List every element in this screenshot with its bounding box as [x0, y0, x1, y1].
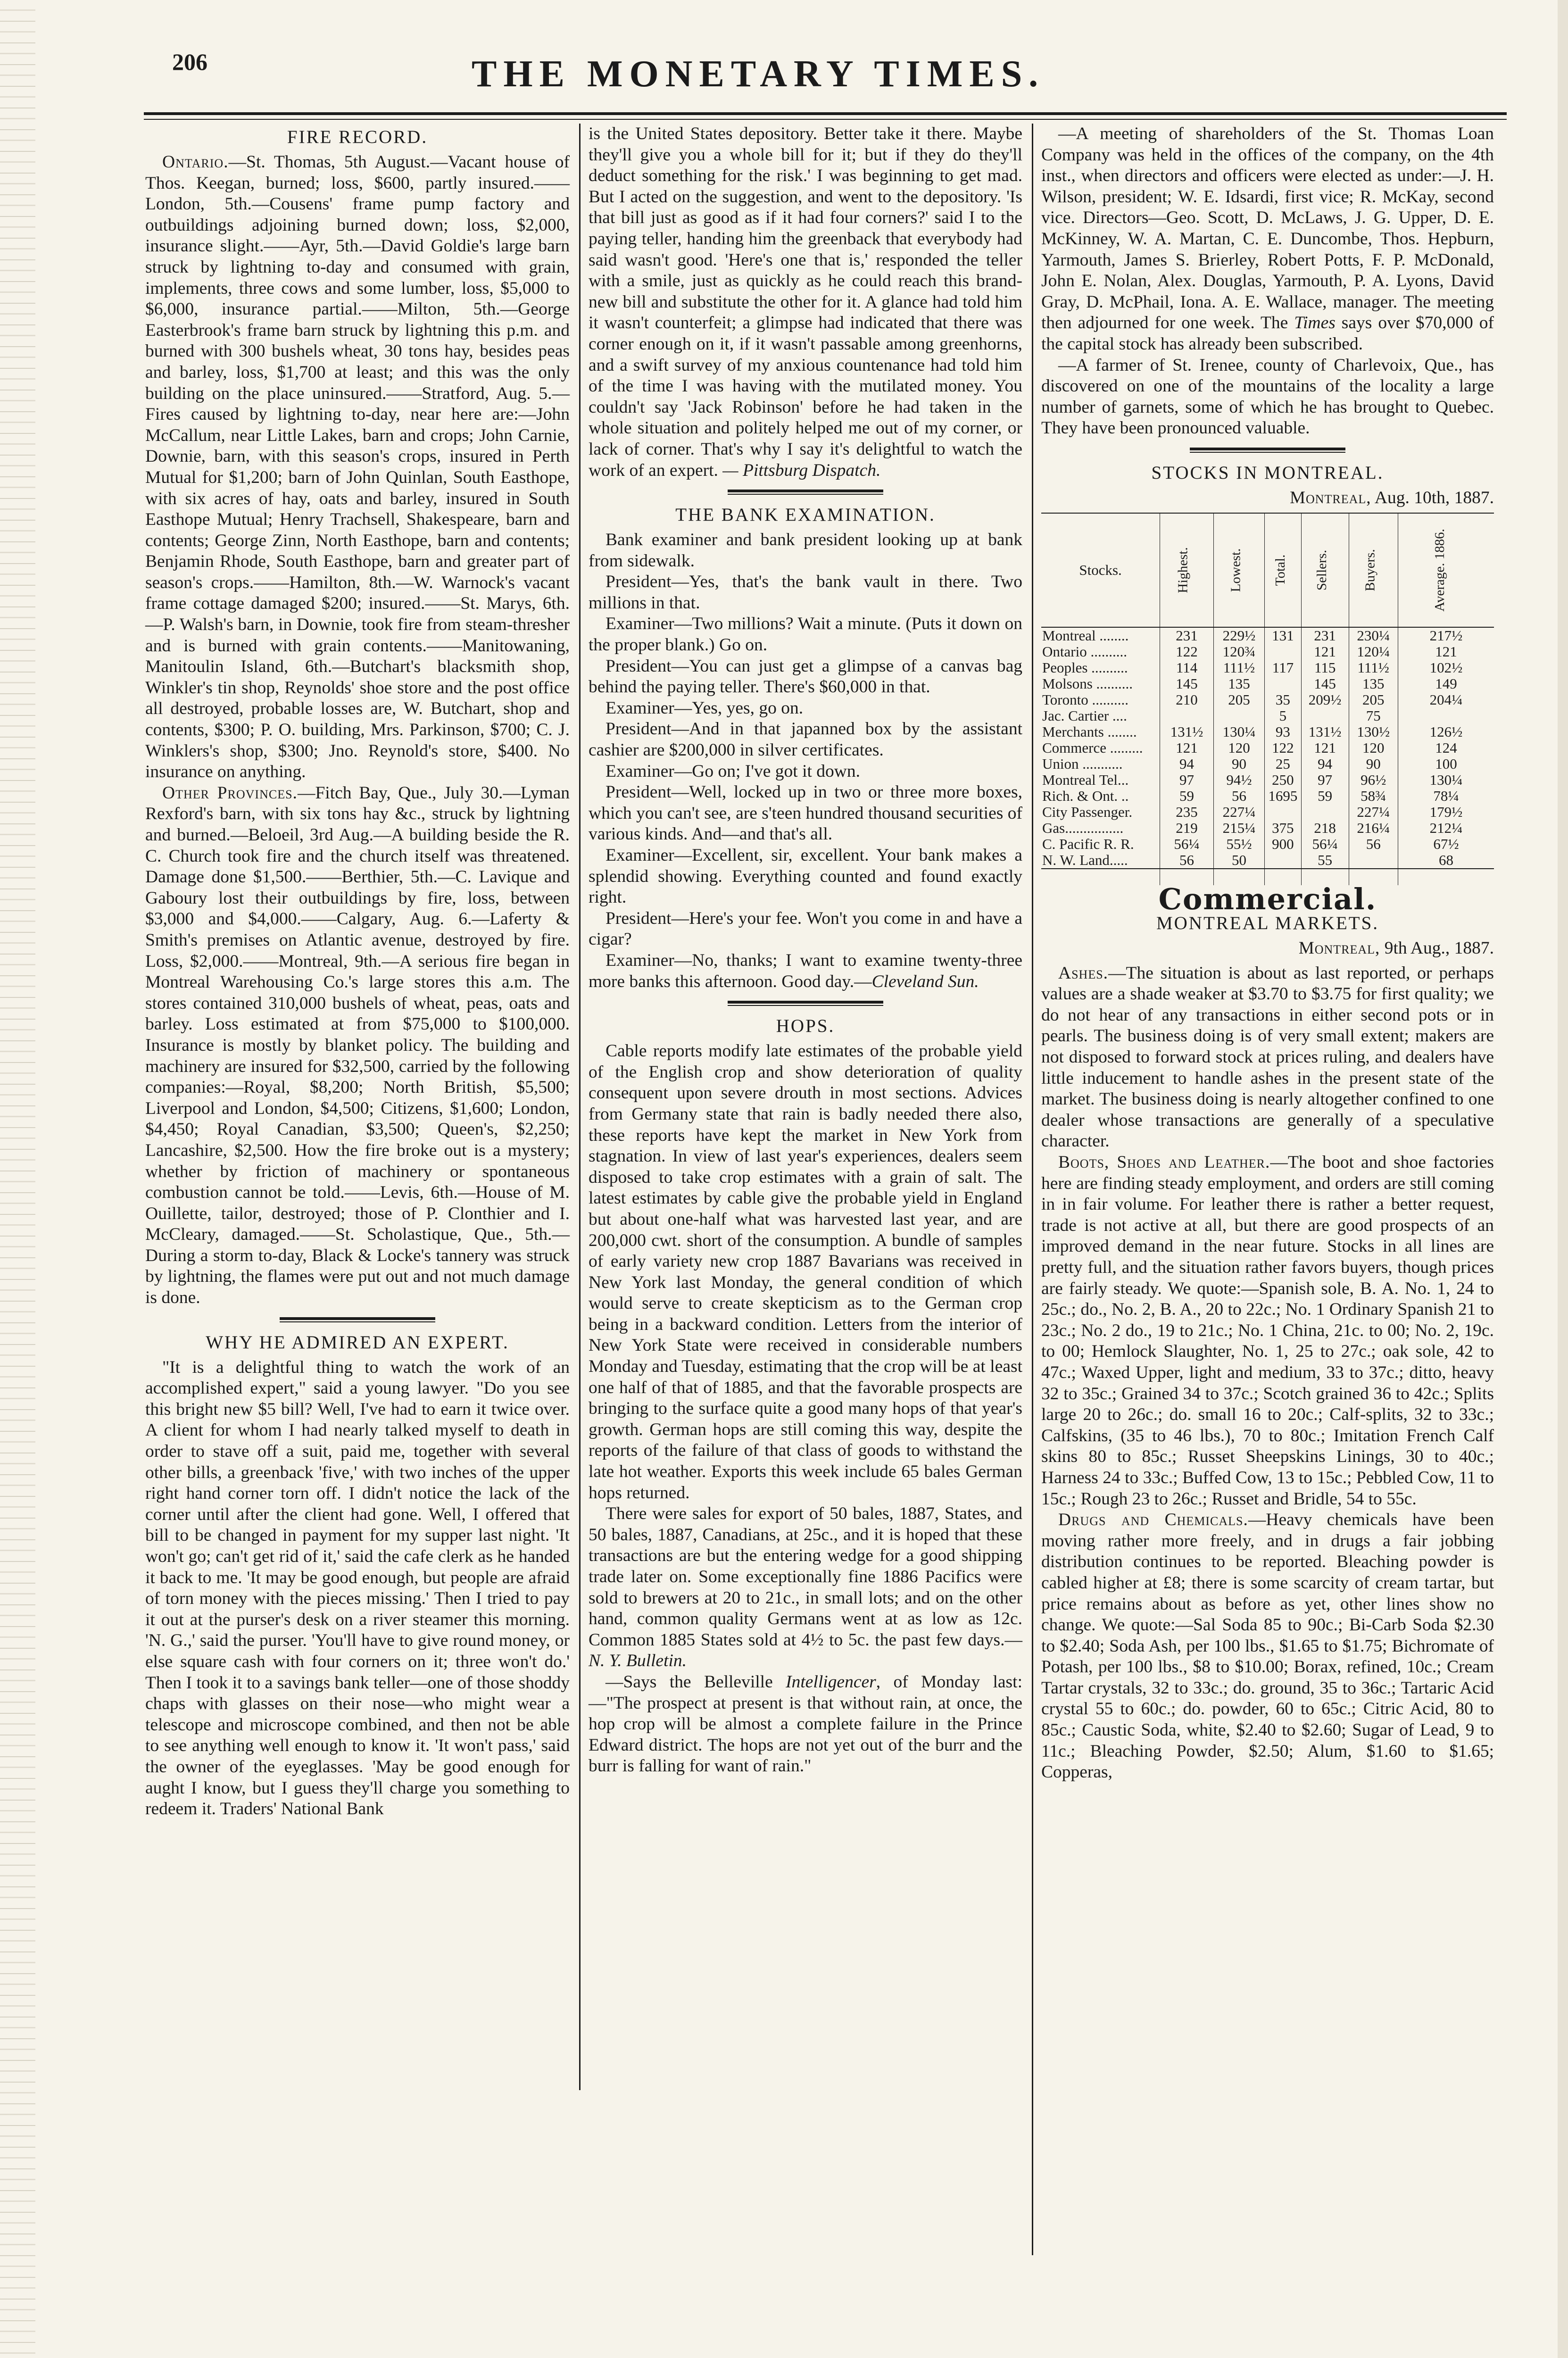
stock-value: 120 — [1349, 740, 1398, 756]
stocks-header-label: Average. 1886. — [1432, 529, 1447, 612]
drugs-report — [1041, 1510, 1494, 1783]
stock-value: 94 — [1301, 756, 1349, 772]
bank-dialogue-line: President—Yes, that's the bank vault in there. Two millions in that. — [589, 572, 1022, 613]
stock-value: 56 — [1213, 788, 1264, 804]
meeting-notice — [1041, 124, 1494, 355]
hops-heading: HOPS. — [776, 1016, 835, 1037]
stock-value: 131½ — [1160, 724, 1214, 740]
bank-dialogue-line: Examiner—Excellent, sir, excellent. Your bank makes a splendid showing. Everything counted and found exactly right. — [589, 846, 1022, 907]
bank-dialogue-line: Examiner—Two millions? Wait a minute. (Puts it down on the proper blank.) Go on. — [589, 614, 1022, 655]
stocks-row — [1041, 627, 1494, 644]
stock-value: 209½ — [1301, 692, 1349, 708]
section-divider — [1190, 448, 1345, 453]
stock-value: 218 — [1301, 820, 1349, 836]
markets-date-label: Montreal, — [1298, 938, 1380, 958]
stock-value: 55½ — [1213, 836, 1264, 852]
hops-para-2-text: There were sales for export of 50 bales, 1887, States, and 50 bales, 1887, Canadians, at 25c., and it is hoped that these transactions are but the entering wedge for a good shipping trade later on. Some exceptionally fine 1886 Pacifics were sold to brewers at 20 to 21c., in small lots; and on the other hand, common quality Germans went at as low as 12c. Common 1885 States sold at 4½ to 5c. the past few days.— — [589, 1504, 1022, 1650]
stock-value: 114 — [1160, 660, 1214, 676]
column-rule-2 — [1032, 124, 1033, 2255]
stock-value: 94 — [1160, 756, 1214, 772]
section-divider — [728, 1001, 883, 1006]
stock-value: 204¼ — [1398, 692, 1494, 708]
stocks-row — [1041, 756, 1494, 772]
stock-value — [1264, 852, 1301, 869]
stocks-row — [1041, 852, 1494, 869]
stock-value: 205 — [1213, 692, 1264, 708]
stocks-row — [1041, 708, 1494, 724]
stock-value: 115 — [1301, 660, 1349, 676]
stocks-row — [1041, 692, 1494, 708]
stocks-table — [1041, 513, 1494, 885]
stocks-row — [1041, 660, 1494, 676]
stock-value: 229½ — [1213, 627, 1264, 644]
stock-value — [1160, 708, 1214, 724]
stock-value: 90 — [1349, 756, 1398, 772]
scan-edge — [1558, 0, 1568, 2358]
ashes-label: Ashes. — [1058, 963, 1109, 983]
hops-para-2 — [589, 1503, 1022, 1672]
stock-value: 135 — [1213, 676, 1264, 692]
stock-value: 117 — [1264, 660, 1301, 676]
stock-value: 130½ — [1349, 724, 1398, 740]
stock-value: 59 — [1301, 788, 1349, 804]
stock-value: 215¼ — [1213, 820, 1264, 836]
column-3 — [1041, 124, 1494, 1783]
stock-value: 50 — [1213, 852, 1264, 869]
meeting-end: says over $70,000 of the capital stock has already been subscribed. — [1041, 313, 1494, 354]
stocks-header-cell — [1398, 513, 1494, 627]
commercial-heading: Commercial. — [1158, 881, 1377, 916]
bank-dialogue-line: President—Here's your fee. Won't you come in and have a cigar? — [589, 908, 1022, 949]
stock-name: Toronto .......... — [1042, 691, 1128, 708]
stocks-header-label: Stocks. — [1079, 561, 1122, 578]
stock-value: 122 — [1264, 740, 1301, 756]
expert-continued-text: is the United States depository. Better take it there. Maybe they'll give you a whole bill for it; but if they do they'll deduct something for the risk.' I was beginning to get mad. But I acted on the suggestion, and went to the depository. 'Is that bill just as good as if it had four corners?' said I to the paying teller, handing him the greenback that everybody had said wasn't good. 'Here's one that is,' responded the teller with a smile, just as quickly as he could reach this brand-new bill and substitute the other for it. A glance had told him it wasn't counterfeit; a glimpse had indicated that there was corner enough on it, if it wasn't passable among greenhorns, and a swift survey of my anxious countenance had told him of the time I was having with the mutilated money. You couldn't say 'Jack Robinson' before he had taken in the whole situation and politely helped me out of my corner, or lack of corner. That's why I say it's delightful to watch the work of an expert. — [589, 124, 1022, 480]
stock-value: 111½ — [1349, 660, 1398, 676]
stocks-header-cell — [1349, 513, 1398, 627]
stock-value — [1301, 804, 1349, 820]
hops-para-3-b: , of Monday last:—"The prospect at present is that without rain, at once, the hop crop will be almost a complete failure in the Prince Edward district. The hops are not yet out of the burr and the burr is falling for want of rain." — [589, 1672, 1022, 1776]
stock-value — [1264, 804, 1301, 820]
stocks-table-header — [1041, 513, 1494, 627]
stocks-date-label: Montreal, — [1290, 488, 1371, 507]
stock-value: 145 — [1301, 676, 1349, 692]
boots-label: Boots, Shoes and Leather. — [1058, 1153, 1270, 1172]
stock-value: 68 — [1398, 852, 1494, 869]
stock-value: 93 — [1264, 724, 1301, 740]
stock-value: 235 — [1160, 804, 1214, 820]
stocks-row — [1041, 820, 1494, 836]
markets-dateline — [1041, 938, 1494, 959]
hops-paper-name: Intelligencer — [786, 1672, 876, 1692]
stock-value: 100 — [1398, 756, 1494, 772]
stocks-dateline — [1041, 488, 1494, 509]
stock-value: 217½ — [1398, 627, 1494, 644]
stock-name: N. W. Land..... — [1041, 852, 1160, 869]
stocks-row — [1041, 788, 1494, 804]
bank-last-text: Examiner—No, thanks; I want to examine twenty-three more banks this afternoon. Good day.— — [589, 950, 1022, 991]
stocks-row — [1041, 740, 1494, 756]
stock-value: 219 — [1160, 820, 1214, 836]
stock-value: 59 — [1160, 788, 1214, 804]
stock-value: 121 — [1301, 644, 1349, 660]
stock-value — [1301, 708, 1349, 724]
stock-value: 111½ — [1213, 660, 1264, 676]
stock-value: 55 — [1301, 852, 1349, 869]
stock-value: 120 — [1213, 740, 1264, 756]
stocks-row — [1041, 644, 1494, 660]
column-2 — [589, 124, 1022, 1777]
ashes-report — [1041, 963, 1494, 1152]
stock-name: Montreal Tel... — [1042, 771, 1129, 788]
stock-value: 124 — [1398, 740, 1494, 756]
stock-value: 94½ — [1213, 772, 1264, 788]
bank-dialogue-line: President—Well, locked up in two or three more boxes, which you can't see, are s'teen hundred thousand securities of various kinds. And—and that's all. — [589, 782, 1022, 844]
stock-value: 122 — [1160, 644, 1214, 660]
stock-value: 130¼ — [1213, 724, 1264, 740]
montreal-markets-heading: MONTREAL MARKETS. — [1156, 913, 1379, 934]
stocks-row — [1041, 676, 1494, 692]
stock-value: 230¼ — [1349, 627, 1398, 644]
stock-name: Jac. Cartier .... — [1042, 707, 1127, 724]
stock-value: 1695 — [1264, 788, 1301, 804]
stocks-header-cell — [1041, 513, 1160, 627]
stock-spacer — [1398, 869, 1494, 885]
stock-name: Merchants ........ — [1042, 723, 1137, 740]
stock-name: Peoples .......... — [1042, 659, 1128, 676]
stock-value: 56 — [1349, 836, 1398, 852]
stock-value: 130¼ — [1398, 772, 1494, 788]
farmer-notice: —A farmer of St. Irenee, county of Charlevoix, Que., has discovered on one of the mountains of the locality a large number of garnets, some of which he has brought to Quebec. They have been pronounced valuable. — [1041, 355, 1494, 438]
stocks-header-label: Lowest. — [1228, 548, 1244, 592]
stock-value: 35 — [1264, 692, 1301, 708]
stock-value — [1264, 644, 1301, 660]
markets-date: 9th Aug., 1887. — [1380, 938, 1494, 958]
fire-ontario — [145, 152, 570, 783]
stock-value — [1398, 708, 1494, 724]
bank-dialogue-line: President—You can just get a glimpse of a canvas bag behind the paying teller. There's $60,000 in that. — [589, 656, 1022, 697]
stock-value: 179½ — [1398, 804, 1494, 820]
stock-value: 5 — [1264, 708, 1301, 724]
scan-gutter — [0, 0, 35, 2358]
stock-value: 149 — [1398, 676, 1494, 692]
stock-value — [1264, 676, 1301, 692]
stock-name: Union ........... — [1042, 755, 1123, 772]
bank-last-line — [589, 950, 1022, 992]
bank-dialogue-line: Examiner—Yes, yes, go on. — [606, 698, 804, 718]
stock-value: 131½ — [1301, 724, 1349, 740]
stock-name: Ontario .......... — [1042, 643, 1127, 660]
stocks-table-body — [1041, 627, 1494, 885]
stock-name: Molsons .......... — [1042, 675, 1133, 692]
stock-value: 56¼ — [1160, 836, 1214, 852]
stock-value: 216¼ — [1349, 820, 1398, 836]
stocks-header-label: Total. — [1273, 554, 1288, 586]
stocks-date: Aug. 10th, 1887. — [1371, 488, 1494, 507]
stock-value: 102½ — [1398, 660, 1494, 676]
section-divider — [728, 490, 883, 495]
bank-source: Cleveland Sun. — [871, 971, 979, 991]
stock-value: 56 — [1160, 852, 1214, 869]
stock-value: 58¾ — [1349, 788, 1398, 804]
header-rule-thin — [144, 119, 1507, 120]
stocks-row — [1041, 804, 1494, 820]
stock-name: C. Pacific R. R. — [1042, 835, 1134, 852]
stock-name: Rich. & Ont. .. — [1042, 787, 1129, 804]
section-divider — [280, 1317, 435, 1322]
header-rule — [144, 112, 1507, 115]
stocks-row — [1041, 836, 1494, 852]
stock-value — [1213, 708, 1264, 724]
stock-value: 205 — [1349, 692, 1398, 708]
expert-source: — Pittsburg Dispatch. — [722, 460, 881, 480]
bank-dialogue-line: Bank examiner and bank president looking up at bank from sidewalk. — [589, 530, 1022, 571]
bank-dialogue — [589, 530, 1022, 950]
stock-value: 212¼ — [1398, 820, 1494, 836]
stock-value: 227¼ — [1349, 804, 1398, 820]
stock-value: 126½ — [1398, 724, 1494, 740]
stock-value: 900 — [1264, 836, 1301, 852]
stock-value: 78¼ — [1398, 788, 1494, 804]
ashes-text: —The situation is about as last reported, or perhaps values are a shade weaker at $3.70 to $3.75 for first quality; we do not hear of any transactions in either second pots or in pearls. The business doing is of very small extent; makers are not disposed to forward stock at prices ruling, and dealers have little inducement to handle ashes in the present state of the market. The business doing is nearly altogether confined to one dealer whose transactions are generally of a speculative character. — [1041, 963, 1494, 1151]
ontario-text: —St. Thomas, 5th August.—Vacant house of Thos. Keegan, burned; loss, $600, partly insured.——London, 5th.—Cousens' frame pump factory and outbuildings adjoining burned down; loss, $2,000, insurance slight.——Ayr, 5th.—David Goldie's large barn struck by lightning to-day and consumed with grain, implements, three cows and some lumber, loss, $5,000 to $6,000, insurance partial.——Milton, 5th.—George Easterbrook's frame barn struck by lightning this p.m. and burned with 300 bushels wheat, 30 tons hay, besides peas and barley, loss, $1,700 at least; and this was the only building on the place uninsured.——Stratford, Aug. 5.—Fires caused by lightning to-day, near here are:—John McCallum, near Little Lakes, barn and crops; John Carnie, Downie, barn, with this season's crops, insured in Perth Mutual for $1,200; barn of John Quinlan, South Easthope, with six acres of hay, oats and barley, insured in South Easthope Mutual; Henry Trachsell, Shakespeare, barn and contents; George Zinn, North Easthope, barn and contents; Benjamin Rhode, South Easthope, barn and greater part of season's crops.——Hamilton, 8th.—W. Warnock's vacant frame cottage damaged $200; insured.——St. Marys, 6th.—P. Walsh's barn, in Downie, took fire from steam-thresher and is burned with grain contents.——Manitowaning, Manitoulin Island, 6th.—Butchart's blacksmith shop, Winkler's tin shop, Reynolds' shoe store and the post office all destroyed, probable losses are, W. Butchart, shop and contents, $300; P. O. building, Mrs. Parkinson, $700; C. J. Winklers's shop, $300; Jno. Reynold's store, $400. No insurance on anything. — [145, 152, 570, 782]
stock-value: 75 — [1349, 708, 1398, 724]
stock-value: 121 — [1398, 644, 1494, 660]
bank-dialogue-line: Examiner—Go on; I've got it down. — [606, 761, 860, 781]
stock-name: Gas................ — [1042, 819, 1124, 836]
hops-source: N. Y. Bulletin. — [589, 1651, 687, 1671]
stock-value: 121 — [1160, 740, 1214, 756]
stock-value: 96½ — [1349, 772, 1398, 788]
stock-name: Montreal ........ — [1042, 627, 1129, 644]
bank-examination-heading: THE BANK EXAMINATION. — [675, 505, 936, 525]
meeting-paper-name: Times — [1294, 313, 1336, 333]
stocks-header-cell — [1264, 513, 1301, 627]
other-provinces-label: Other Provinces. — [162, 783, 298, 803]
stock-value: 97 — [1301, 772, 1349, 788]
stock-value: 56¼ — [1301, 836, 1349, 852]
stock-value: 210 — [1160, 692, 1214, 708]
other-provinces-text: —Fitch Bay, Que., July 30.—Lyman Rexford's barn, with six tons hay &c., struck by lightning and burned.—Beloeil, 3rd Aug.—A building beside the R. C. Church took fire and the church itself was threatened. Damage done $1,500.——Berthier, 5th.—C. Lavique and Gaboury lost their outbuildings by fire, loss, between $3,000 and $4,000.——Calgary, Aug. 6.—Laferty & Smith's premises on Atlantic avenue, destroyed by fire. Loss, $2,000.——Montreal, 9th.—A serious fire began in Montreal Warehousing Co.'s large stores this a.m. The stores contained 310,000 bushels of wheat, peas, oats and barley. Loss estimated at from $75,000 to $100,000. Insurance is mostly by blanket policy. The building and machinery are insured for $32,500, carried by the following companies:—Royal, $8,200; North British, $5,500; Liverpool and London, $4,500; Citizens, $1,600; London, $4,450; Royal Canadian, $3,500; Queen's, $2,250; Lancashire, $2,500. How the fire broke out is a mystery; whether by friction of machinery or spontaneous combustion cannot be told.——Levis, 6th.—House of M. Ouillette, tailor, destroyed; those of P. Clonthier and I. McCleary, damaged.——St. Scholastique, Que., 5th.—During a storm to-day, Black & Locke's tannery was struck by lightning, the flames were put out and not much damage is done. — [145, 783, 570, 1308]
stocks-header-cell — [1301, 513, 1349, 627]
boots-report — [1041, 1152, 1494, 1510]
stock-value: 231 — [1160, 627, 1214, 644]
drugs-label: Drugs and Chemicals. — [1058, 1510, 1248, 1530]
stocks-header-label: Highest. — [1175, 547, 1191, 593]
column-1 — [145, 124, 570, 1820]
stocks-header-label: Sellers. — [1314, 549, 1329, 591]
stock-value: 121 — [1301, 740, 1349, 756]
drugs-text: —Heavy chemicals have been moving rather more freely, and in drugs a fair jobbing distribution continues to be reported. Bleaching powder is cabled higher at £8; there is some scarcity of cream tartar, but price remains about as before as yet, other lines show no change. We quote:—Sal Soda 85 to 90c.; Bi-Carb Soda $2.30 to $2.40; Soda Ash, per 100 lbs., $1.65 to $1.75; Bichromate of Potash, per 100 lbs., $8 to $10.00; Borax, refined, 10c.; Cream Tartar crystals, 32 to 33c.; do. ground, 35 to 36c.; Tartaric Acid crystal 55 to 60c.; do. powder, 60 to 65c.; Citric Acid, 80 to 85c.; Caustic Soda, white, $2.40 to $2.60; Sugar of Lead, 9 to 11c.; Bleaching Powder, $2.50; Alum, $1.60 to $1.65; Copperas, — [1041, 1510, 1494, 1782]
stocks-row — [1041, 724, 1494, 740]
fire-record-heading: FIRE RECORD. — [287, 127, 428, 147]
hops-para-3-a: —Says the Belleville — [606, 1672, 786, 1692]
stock-name: Commerce ......... — [1042, 739, 1143, 756]
stocks-header-cell — [1213, 513, 1264, 627]
stock-value: 375 — [1264, 820, 1301, 836]
expert-continued — [589, 124, 1022, 481]
bank-dialogue-line: President—And in that japanned box by the assistant cashier are $200,000 in silver certificates. — [589, 719, 1022, 760]
stock-value: 250 — [1264, 772, 1301, 788]
stock-spacer — [1041, 869, 1160, 885]
stock-value: 227¼ — [1213, 804, 1264, 820]
expert-heading: WHY HE ADMIRED AN EXPERT. — [206, 1332, 509, 1353]
stocks-header-label: Buyers. — [1362, 549, 1378, 591]
page-number: 206 — [172, 49, 207, 75]
ontario-label: Ontario. — [162, 152, 229, 172]
hops-para-3 — [589, 1672, 1022, 1777]
stocks-header-cell — [1160, 513, 1214, 627]
expert-text: "It is a delightful thing to watch the work of an accomplished expert," said a young lawyer. "Do you see this bright new $5 bill? Well, I've had to earn it twice over. A client for whom I had nearly talked myself to death in order to stave off a suit, paid me, together with several other bills, a greenback 'five,' with two inches of the upper right hand corner torn off. I didn't notice the lack of the corner until after the client had gone. Well, I offered that bill to be changed in payment for my supper last night. 'It won't go; can't get rid of it,' said the cafe clerk as he handed it back to me. 'It may be good enough, but people are afraid of torn money with the pieces missing.' Then I tried to pay it out at the purser's desk on a river steamer this morning. 'N. G.,' said the purser. 'You'll have to give round money, or else square cash with four corners on it; three won't do.' Then I took it to a savings bank teller—one of those shoddy chaps with glasses on their nose—who might wear a telescope and microscope combined, and then not be able to see anything well enough to know it. 'It won't pass,' said the owner of the eyeglasses. 'May be good enough for aught I know, but I guess they'll charge you something to redeem it. Traders' National Bank — [145, 1357, 570, 1819]
stock-value: 67½ — [1398, 836, 1494, 852]
hops-para-1: Cable reports modify late estimates of the probable yield of the English crop and show deterioration of quality consequent upon severe drouth in most sections. Advices from Germany state that rain is badly needed there also, these reports have kept the market in New York from stagnation. In view of last year's experiences, dealers seem disposed to take crop estimates with a grain of salt. The latest estimates by cable give the probable yield in England but about one-half what was harvested last year, and are 200,000 cwt. short of the consumption. A bundle of samples of early variety new crop 1887 Bavarians was received in New York last Monday, the general condition of which would serve to create skepticism as to the German crop being in a backward condition. Letters from the interior of New York State were received in considerable numbers Monday and Tuesday, estimating that the crop will be at least one half of that of 1885, and that the favorable prospects are bringing to the surface quite a good many hops of that year's growth. German hops are still coming this way, despite the reports of the failure of that class of goods to withstand the late hot weather. Exports this week include 65 bales German hops returned. — [589, 1041, 1022, 1503]
fire-other-provinces — [145, 783, 570, 1309]
stock-value — [1349, 852, 1398, 869]
stock-value: 97 — [1160, 772, 1214, 788]
column-rule-1 — [579, 124, 581, 2090]
stock-value: 25 — [1264, 756, 1301, 772]
masthead-title: THE MONETARY TIMES. — [472, 53, 1045, 95]
stock-value: 231 — [1301, 627, 1349, 644]
stock-value: 90 — [1213, 756, 1264, 772]
stock-value: 120¼ — [1349, 644, 1398, 660]
stock-value: 120¾ — [1213, 644, 1264, 660]
stocks-row — [1041, 772, 1494, 788]
stock-name: City Passenger. — [1042, 803, 1133, 820]
meeting-text: —A meeting of shareholders of the St. Thomas Loan Company was held in the offices of the company, on the 4th inst., when directors and officers were elected as under:—J. H. Wilson, president; W. E. Idsardi, first vice; R. McKay, second vice. Directors—Geo. Scott, D. McLaws, J. G. Upper, D. E. McKinney, W. A. Martan, C. E. Duncombe, Thos. Hepburn, Yarmouth, James S. Brierley, Robert Potts, F. P. McDonald, John E. Nolan, Alex. Douglas, Yarmouth, P. A. Lyons, David Gray, D. McPhail, Iona. A. E. Wallace, manager. The meeting then adjourned for one week. The — [1041, 124, 1494, 333]
stock-value: 135 — [1349, 676, 1398, 692]
boots-text: —The boot and shoe factories here are finding steady employment, and orders are still coming in in fair volume. For leather there is rather a better request, trade is not active at all, but there are good prospects of an improved demand in the near future. Stocks in all lines are pretty full, and the situation rather favors buyers, though prices are fairly steady. We quote:—Spanish sole, B. A. No. 1, 24 to 25c.; do., No. 2, B. A., 20 to 22c.; No. 1 Ordinary Spanish 21 to 23c.; No. 2 do., 19 to 21c.; No. 1 China, 21c. to 00; No. 2, 19c. to 00; Hemlock Slaughter, No. 1, 25 to 27c.; oak sole, 42 to 47c.; Waxed Upper, light and medium, 33 to 37c.; ditto, heavy 32 to 35c.; Grained 34 to 37c.; Scotch grained 36 to 42c.; Splits large 20 to 26c.; do. small 16 to 20c.; Calf-splits, 32 to 33c.; Calfskins, (35 to 46 lbs.), 70 to 80c.; Imitation French Calf skins 80 to 85c.; Russet Sheepskins Linings, 30 to 40c.; Harness 24 to 33c.; Buffed Cow, 13 to 15c.; Pebbled Cow, 11 to 15c.; Rough 23 to 26c.; Russet and Bridle, 54 to 55c. — [1041, 1153, 1494, 1509]
stocks-heading: STOCKS IN MONTREAL. — [1151, 462, 1384, 483]
stock-value: 131 — [1264, 627, 1301, 644]
stock-value: 145 — [1160, 676, 1214, 692]
